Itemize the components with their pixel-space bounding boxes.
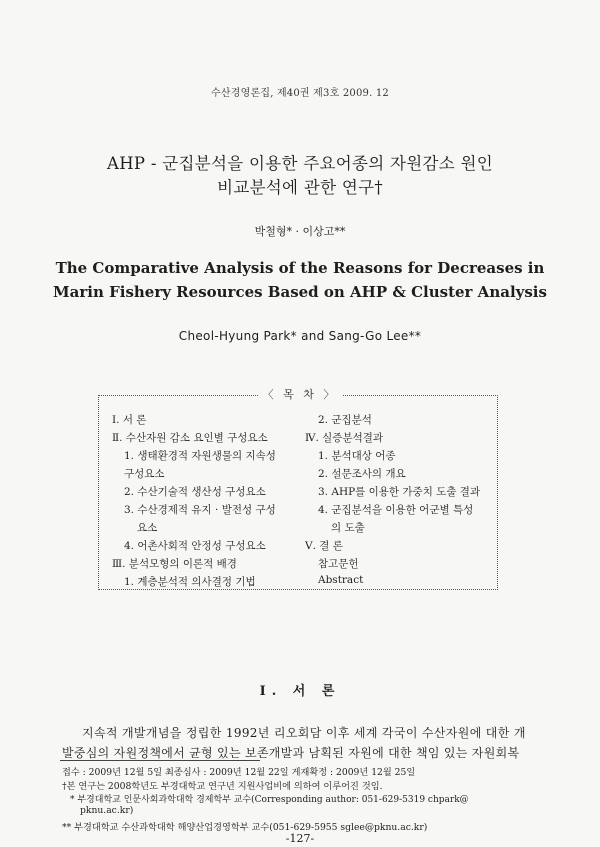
- toc-item: 2. 설문조사의 개요: [318, 468, 406, 480]
- page-number: -127-: [285, 832, 315, 845]
- english-title-line-2: Marin Fishery Resources Based on AHP & Cluster Analysis: [53, 283, 547, 301]
- body-text-line: 지속적 개발개념을 정립한 1992년 리오회담 이후 세계 각국이 수산자원에 대한 개: [82, 726, 526, 740]
- footnote-author-1: * 부경대학교 인문사회과학대학 경제학부 교수(Corresponding author: 051-629-5319 chpark@: [70, 795, 469, 805]
- english-title-line-1: The Comparative Analysis of the Reasons for Decreases in: [55, 259, 545, 277]
- toc-item: 3. 수산경제적 유지 · 발전성 구성: [124, 504, 276, 516]
- toc-item: 참고문헌: [318, 558, 359, 570]
- korean-title-line-1: AHP - 군집분석을 이용한 주요어종의 자원감소 원인: [107, 154, 493, 173]
- toc-item: 4. 군집분석을 이용한 어군별 특성: [318, 504, 474, 516]
- toc-item: 1. 생태환경적 자원생물의 지속성: [124, 450, 276, 462]
- toc-item: 1. 계층분석적 의사결정 기법: [124, 576, 256, 588]
- toc-item: Ⅱ. 수산자원 감소 요인별 구성요소: [112, 432, 268, 444]
- toc-item: 3. AHP를 이용한 가중치 도출 결과: [318, 486, 481, 498]
- toc-item: 2. 수산기술적 생산성 구성요소: [124, 486, 266, 498]
- toc-item: Ⅲ. 분석모형의 이론적 배경: [112, 558, 237, 570]
- toc-item: 2. 군집분석: [318, 414, 372, 426]
- footnote-author-1-cont: pknu.ac.kr): [80, 805, 134, 816]
- toc-heading: 〈 목 차 〉: [258, 386, 342, 402]
- body-text-line: 발중심의 자원정책에서 균형 있는 보존개발과 남획된 자원에 대한 책임 있는 자원회복: [62, 746, 520, 760]
- section-heading-introduction: Ⅰ. 서 론: [259, 684, 341, 699]
- footnote-funding: †본 연구는 2008학년도 부경대학교 연구년 지원사업비에 의하여 이루어진 것임.: [62, 781, 383, 792]
- korean-title-line-2: 비교분석에 관한 연구†: [217, 178, 383, 197]
- journal-citation: 수산경영론집, 제40권 제3호 2009. 12: [211, 88, 389, 99]
- toc-item: 1. 분석대상 어종: [318, 450, 396, 462]
- toc-item: Abstract: [318, 574, 364, 586]
- footnote-author-2: ** 부경대학교 수산과학대학 해양산업경영학부 교수(051-629-5955 sglee@pknu.ac.kr): [62, 822, 428, 833]
- footnote-divider: [60, 760, 260, 761]
- toc-item: 의 도출: [331, 522, 365, 534]
- footnote-dates: 접수 : 2009년 12월 5일 최종심사 : 2009년 12월 22일 게재확정 : 2009년 12월 25일: [62, 767, 416, 778]
- toc-item: Ⅳ. 실증분석결과: [305, 432, 384, 444]
- toc-item: Ⅰ. 서 론: [112, 414, 147, 426]
- toc-item: 4. 어촌사회적 안정성 구성요소: [124, 540, 266, 552]
- toc-item: 구성요소: [124, 468, 165, 480]
- english-authors: Cheol-Hyung Park* and Sang-Go Lee**: [178, 329, 422, 343]
- toc-item: 요소: [137, 522, 158, 534]
- toc-item: Ⅴ. 결 론: [305, 540, 343, 552]
- korean-authors: 박철형* · 이상고**: [254, 225, 346, 238]
